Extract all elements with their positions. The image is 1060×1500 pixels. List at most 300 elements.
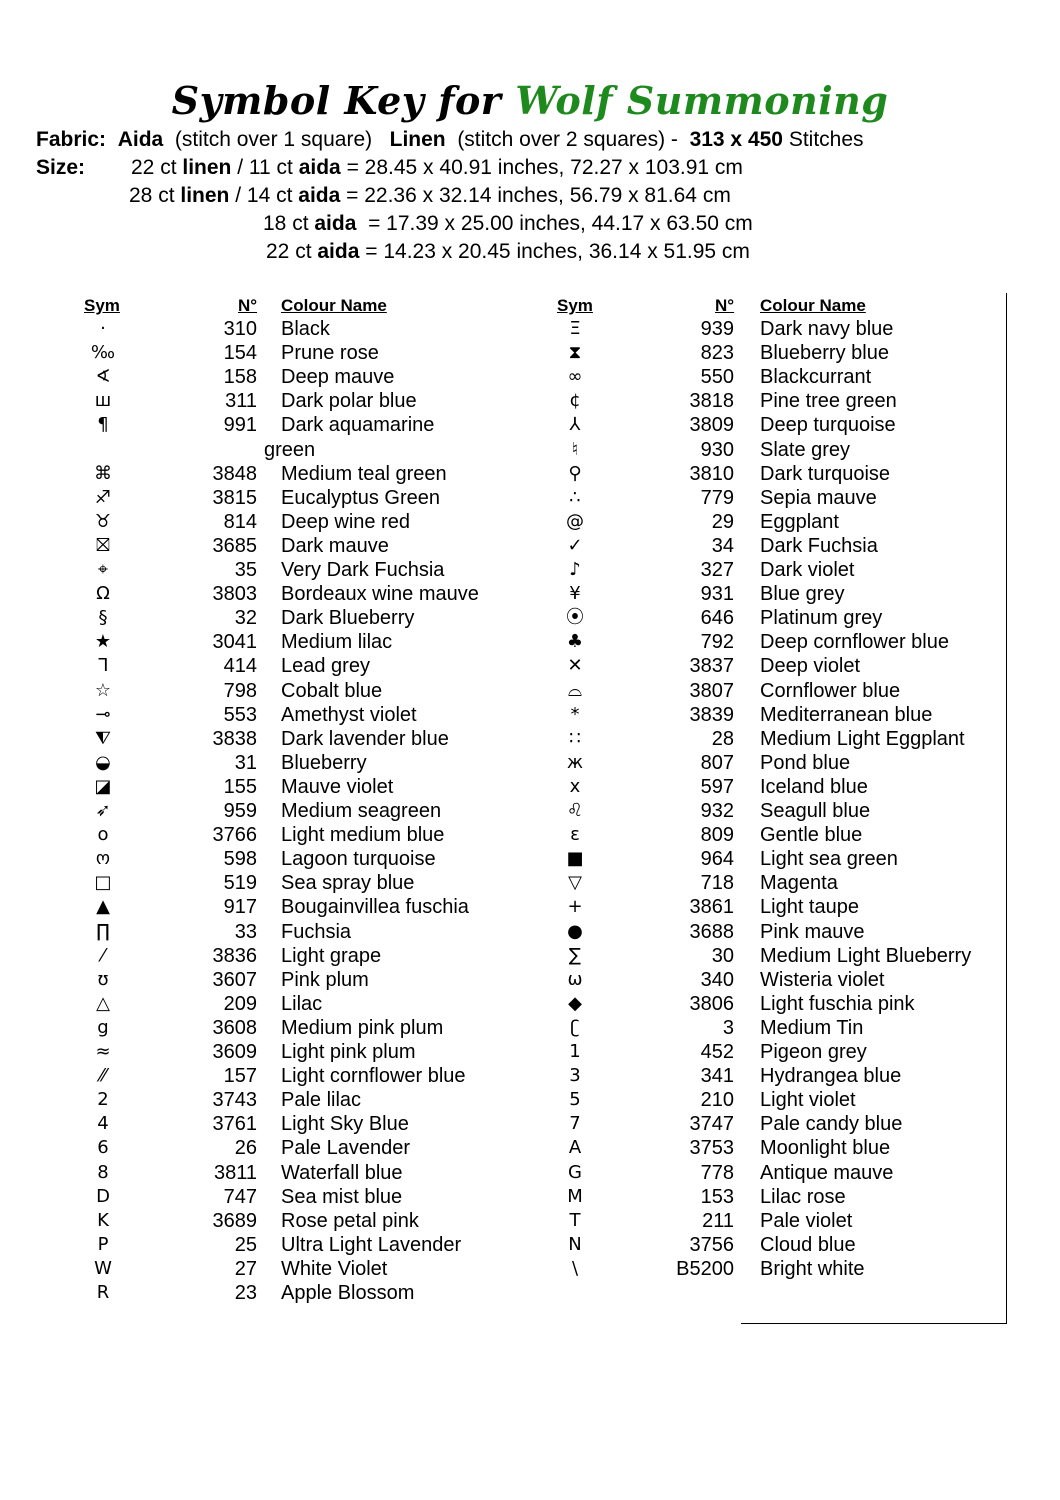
thread-number: 3747 [689,1113,734,1136]
symbol-glyph: ◪ [94,775,112,797]
size-line [131,156,743,180]
colour-name: Wisteria violet [760,968,885,991]
thread-number: 210 [700,1089,734,1112]
thread-number: 917 [223,896,257,919]
colour-name: Pale Lavender [281,1137,410,1160]
colour-name: Hydrangea blue [760,1065,902,1088]
symbol-glyph: ⛝ [96,534,110,556]
colour-name: Lilac [281,992,323,1015]
thread-number: 3766 [212,824,257,847]
thread-number: 3041 [212,631,257,654]
symbol-glyph: N [568,1233,582,1255]
symbol-glyph: ʗ [570,1016,580,1038]
thread-number: 3810 [689,462,734,485]
colour-name: Sea spray blue [281,872,415,895]
table-row [0,1209,1060,1233]
thread-number: 158 [223,366,257,389]
symbol-glyph: x [569,775,581,797]
table-row [0,1161,1060,1185]
symbol-glyph: ж [566,751,584,773]
colour-name: Light grape [281,944,382,967]
size-line-b1: linen [180,184,230,207]
table-row [0,944,1060,968]
symbol-glyph: 8 [97,1161,109,1183]
colour-name: Light violet [760,1089,856,1112]
colour-name: Lead grey [281,655,370,678]
stitch-count: 313 x 450 [689,128,783,151]
colour-name: Rose petal pink [281,1209,419,1232]
thread-number: 798 [223,679,257,702]
table-row [0,365,1060,389]
title-prefix: Symbol Key for [171,78,502,123]
table-row [0,1233,1060,1257]
thread-number: 3818 [689,390,734,413]
size-line-b1: aida [317,240,360,263]
size-line-b2: aida [298,156,341,179]
thread-number: 341 [700,1065,734,1088]
thread-number: 3848 [212,462,257,485]
thread-number: 327 [700,559,734,581]
thread-number: 32 [234,607,257,630]
colour-name: Pigeon grey [760,1041,867,1063]
thread-number: 792 [700,631,734,654]
thread-number: 964 [700,848,734,871]
colour-name: Amethyst violet [281,703,417,726]
symbol-glyph: W [94,1257,112,1279]
symbol-glyph: T [569,1209,581,1231]
colour-name: Blue grey [760,583,845,606]
size-label-wrap [36,156,85,180]
thread-number: 3689 [212,1209,257,1232]
thread-number: 25 [234,1233,257,1256]
right-header-sym: Sym [557,296,593,315]
symbol-glyph: G [568,1161,582,1183]
table-row [0,558,1060,582]
thread-number: 3607 [212,968,257,991]
stitch-label: Stitches [788,128,864,151]
size-label: Size: [36,156,86,179]
table-row [0,1088,1060,1112]
colour-name: Medium Light Eggplant [760,727,965,750]
table-row [0,1136,1060,1160]
fabric-line [36,128,864,152]
symbol-glyph: ⊸ [95,703,111,725]
thread-number: 31 [234,751,257,774]
thread-number: 747 [223,1185,257,1208]
thread-number: 597 [700,775,734,798]
colour-name: Antique mauve [760,1161,894,1184]
colour-name: Deep violet [760,655,861,678]
colour-name: White Violet [281,1257,388,1280]
size-line-pre: 28 ct [129,184,181,207]
thread-number: 209 [223,992,257,1015]
symbol-glyph: Ω [96,583,110,605]
colour-name: Medium seagreen [281,800,442,822]
symbol-glyph: ⌖ [97,559,109,580]
symbol-glyph: ⅄ [569,414,581,436]
colour-name: Light Sky Blue [281,1113,409,1136]
thread-number: 30 [711,944,734,967]
thread-number: 814 [223,510,257,533]
fabric-linen: Linen [389,128,446,151]
thread-number: 211 [702,1209,734,1232]
symbol-glyph: ♮ [571,438,579,460]
thread-number: 3806 [689,992,734,1015]
symbol-glyph: D [96,1185,110,1207]
size-line-b2: aida [298,184,341,207]
symbol-glyph: Ξ [569,318,581,339]
colour-name: Platinum grey [760,607,883,630]
colour-name: Light pink plum [281,1041,416,1063]
colour-name: Deep wine red [281,510,410,533]
colour-name: Medium pink plum [281,1016,444,1039]
symbol-glyph: o [97,824,109,846]
thread-number: 823 [700,342,734,365]
symbol-glyph: ⁄⁄ [99,1065,106,1087]
symbol-glyph: P [97,1233,109,1255]
thread-number: 34 [711,534,734,557]
symbol-glyph: ▲ [96,896,110,918]
colour-name: Deep mauve [281,366,395,389]
size-line-pre: 22 ct [131,156,183,179]
thread-number: 807 [700,751,734,774]
left-header-name: Colour Name [281,296,387,315]
symbol-glyph: ⧨ [94,727,112,749]
table-row [0,703,1060,727]
colour-name: Light medium blue [281,824,445,847]
colour-name: Pale violet [760,1209,853,1232]
thread-number: B5200 [676,1257,734,1280]
table-row [0,1040,1060,1064]
symbol-glyph: A [568,1137,582,1159]
table-row [0,606,1060,630]
thread-number: 3685 [212,534,257,557]
colour-name: Pine tree green [760,390,897,413]
symbol-glyph: ∴ [569,486,581,508]
table-row [0,775,1060,799]
symbol-glyph: ᒣ [97,655,109,677]
symbol-glyph: \ [571,1257,579,1279]
bottom-border-line [741,1323,1007,1324]
symbol-glyph: ● [567,920,583,942]
colour-name: Dark violet [760,559,855,581]
table-row [0,413,1060,437]
table-row [0,438,1060,462]
thread-number: 991 [223,414,257,437]
table-row [0,895,1060,919]
thread-number: 29 [711,510,734,533]
colour-name-wrap: green [264,438,316,461]
symbol-glyph: ◆ [568,992,582,1014]
symbol-glyph: K [97,1209,109,1231]
colour-name: Pale lilac [281,1089,362,1112]
symbol-glyph: 3 [569,1065,581,1087]
right-border-line [1006,293,1007,1323]
colour-name: Lilac rose [760,1185,846,1208]
table-row [0,389,1060,413]
thread-number: 519 [223,872,257,895]
thread-number: 310 [223,318,257,340]
symbol-glyph: ⧗ [568,342,582,364]
thread-number: 3803 [212,583,257,606]
table-row [0,462,1060,486]
table-row [0,1064,1060,1088]
fabric-label: Fabric: [36,128,107,151]
right-header-num: N° [715,296,735,315]
symbol-glyph: ω [567,968,583,990]
fabric-linen-note: (stitch over 2 squares) - [457,128,678,151]
symbol-glyph: 2 [97,1089,109,1111]
thread-number: 718 [700,872,734,895]
colour-name: Dark turquoise [760,462,891,485]
thread-number: 3809 [689,414,734,437]
table-row [0,992,1060,1016]
thread-number: 155 [223,775,257,798]
colour-name: Bougainvillea fuschia [281,896,469,919]
symbol-glyph: ♪ [569,559,581,580]
size-line-post: = 14.23 x 20.45 inches, 36.14 x 51.95 cm [359,240,750,263]
symbol-glyph: · [100,318,106,339]
table-row [0,341,1060,365]
table-row [0,679,1060,703]
thread-number: 3743 [212,1089,257,1112]
symbol-glyph: 4 [97,1113,109,1135]
colour-name: Slate grey [760,438,851,461]
symbol-glyph: * [570,703,580,725]
colour-name: Mediterranean blue [760,703,933,726]
colour-name: Pond blue [760,751,851,774]
symbol-glyph: ∢ [95,366,111,388]
thread-number: 3609 [212,1041,257,1063]
pattern-name: Wolf Summoning [515,78,889,123]
thread-number: 35 [234,559,257,581]
colour-name: Eucalyptus Green [281,486,440,509]
size-line-b1: aida [314,212,357,235]
colour-name: Cloud blue [760,1233,856,1256]
thread-number: 414 [223,655,257,678]
table-row [0,968,1060,992]
symbol-glyph: ▽ [568,872,582,894]
symbol-glyph: § [98,607,108,629]
colour-name: Eggplant [760,510,839,533]
colour-name: Medium lilac [281,631,393,654]
symbol-glyph: ✓ [567,534,583,556]
colour-name: Cobalt blue [281,679,383,702]
thread-number: 939 [700,318,734,340]
thread-number: 157 [223,1065,257,1088]
colour-name: Medium teal green [281,462,447,485]
symbol-glyph: △ [96,992,110,1014]
thread-number: 153 [700,1185,734,1208]
colour-name: Blueberry blue [760,342,889,365]
symbol-glyph: ⌘ [94,462,112,484]
table-row [0,1257,1060,1281]
symbol-glyph: R [96,1282,110,1303]
size-line-post: = 28.45 x 40.91 inches, 72.27 x 103.91 cm [340,156,743,179]
fabric-aida: Aida [117,128,164,151]
thread-number: 3839 [689,703,734,726]
symbol-glyph: 1 [569,1041,581,1062]
symbol-glyph: ε [570,824,580,846]
table-row [0,630,1060,654]
symbol-glyph: ⦿ [566,607,584,629]
colour-name: Blackcurrant [760,366,872,389]
table-row [0,317,1060,341]
symbol-glyph: ☆ [94,679,112,701]
thread-number: 3836 [212,944,257,967]
symbol-glyph: ¥ [569,583,581,605]
colour-name: Pale candy blue [760,1113,903,1136]
symbol-glyph: ¢ [569,390,581,412]
symbol-glyph: ➶ [95,800,111,821]
left-header-sym: Sym [84,296,120,315]
thread-number: 930 [700,438,734,461]
colour-name: Blueberry [281,751,367,774]
colour-name: Light taupe [760,896,859,919]
thread-number: 553 [223,703,257,726]
colour-name: Iceland blue [760,775,868,798]
thread-number: 598 [223,848,257,871]
colour-name: Light sea green [760,848,898,871]
table-row [0,1112,1060,1136]
size-line [266,240,750,264]
size-line [263,212,753,236]
thread-number: 27 [234,1257,257,1280]
colour-name: Deep cornflower blue [760,631,949,654]
symbol-glyph: ♉ [94,510,112,532]
thread-number: 3753 [689,1137,734,1160]
colour-name: Moonlight blue [760,1137,891,1160]
thread-number: 154 [223,342,257,365]
thread-number: 3688 [689,920,734,943]
symbol-glyph: ʊ [97,968,109,990]
thread-number: 932 [700,800,734,822]
table-row [0,727,1060,751]
symbol-glyph: ∷ [569,727,581,749]
symbol-glyph: @ [566,510,584,532]
symbol-glyph: ≈ [95,1041,111,1062]
thread-number: 778 [700,1161,734,1184]
thread-number: 3756 [689,1233,734,1256]
size-line-post: = 22.36 x 32.14 inches, 56.79 x 81.64 cm [340,184,731,207]
table-row [0,751,1060,775]
colour-name: Dark navy blue [760,318,894,340]
thread-number: 3861 [689,896,734,919]
colour-name: Mauve violet [281,775,394,798]
symbol-glyph: ¶ [97,414,109,436]
thread-number: 3837 [689,655,734,678]
symbol-glyph: ∞ [567,366,583,388]
symbol-glyph: 7 [569,1113,581,1135]
thread-number: 550 [700,366,734,389]
page-title [0,78,1060,123]
colour-name: Black [281,318,330,340]
colour-name: Ultra Light Lavender [281,1233,462,1256]
thread-number: 3838 [212,727,257,750]
colour-name: Dark aquamarine [281,414,435,437]
symbol-glyph: 5 [569,1089,581,1111]
symbol-glyph: ■ [566,848,584,870]
thread-number: 26 [234,1137,257,1160]
symbol-glyph: ♣ [566,631,584,653]
size-line-pre: 18 ct [263,212,315,235]
colour-name: Light cornflower blue [281,1065,466,1088]
left-header-num: N° [238,296,258,315]
thread-number: 28 [711,727,734,750]
colour-name: Gentle blue [760,824,863,847]
thread-number: 311 [225,390,257,413]
table-row [0,486,1060,510]
table-row [0,1185,1060,1209]
table-row [0,871,1060,895]
symbol-glyph: ∏ [96,920,110,942]
fabric-aida-note: (stitch over 1 square) [174,128,373,151]
table-row [0,823,1060,847]
table-row [0,510,1060,534]
thread-number: 646 [700,607,734,630]
symbol-glyph: ✕ [567,655,583,677]
size-line-post: = 17.39 x 25.00 inches, 44.17 x 63.50 cm [356,212,753,235]
thread-number: 779 [700,486,734,509]
symbol-glyph: ⚲ [568,462,582,484]
table-row [0,920,1060,944]
colour-name: Very Dark Fuchsia [281,559,445,581]
symbol-glyph: ‰ [90,342,116,364]
thread-number: 33 [234,920,257,943]
symbol-glyph: ш [94,390,112,412]
size-line [129,184,731,208]
thread-number: 3608 [212,1016,257,1039]
colour-name: Sepia mauve [760,486,877,509]
table-row [0,799,1060,823]
table-row [0,582,1060,606]
colour-name: Dark Fuchsia [760,534,878,557]
symbol-glyph: ◒ [95,751,111,773]
table-row [0,1016,1060,1040]
colour-name: Seagull blue [760,800,871,822]
colour-name: Deep turquoise [760,414,896,437]
colour-name: Pink mauve [760,920,865,943]
colour-name: Prune rose [281,342,379,365]
colour-name: Dark mauve [281,534,389,557]
symbol-glyph: ♌ [566,800,584,821]
size-line-mid: / 11 ct [231,156,299,179]
thread-number: 809 [700,824,734,847]
symbol-glyph: + [567,896,583,918]
thread-number: 23 [234,1282,257,1304]
thread-number: 452 [700,1041,734,1063]
symbol-glyph: 6 [97,1137,109,1159]
symbol-glyph: ♐ [94,486,112,508]
size-line-pre: 22 ct [266,240,318,263]
colour-name: Medium Light Blueberry [760,944,972,967]
colour-name: Cornflower blue [760,679,901,702]
table-row [0,847,1060,871]
colour-name: Sea mist blue [281,1185,403,1208]
symbol-glyph: g [97,1016,109,1038]
colour-name: Apple Blossom [281,1282,415,1304]
colour-name: Dark polar blue [281,390,417,413]
symbol-glyph: ★ [94,631,112,653]
symbol-glyph: ∑ [568,944,582,966]
symbol-glyph: M [567,1185,583,1207]
colour-name: Waterfall blue [281,1161,403,1184]
symbol-glyph: ⁄ [101,944,105,966]
thread-number: 3 [722,1016,734,1039]
thread-number: 959 [223,800,257,822]
thread-number: 3761 [212,1113,257,1136]
colour-name: Bordeaux wine mauve [281,583,479,606]
